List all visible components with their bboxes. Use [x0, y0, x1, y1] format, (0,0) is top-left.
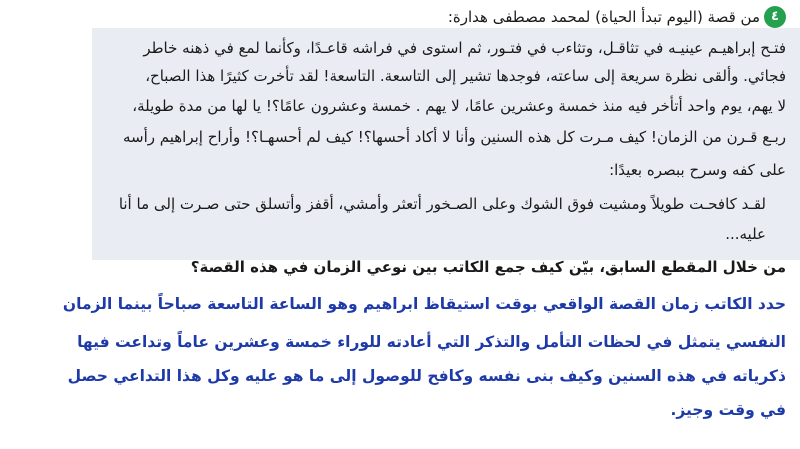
passage-line: على كفه وسرح ببصره بعيدًا:: [609, 161, 786, 179]
answer-line: النفسي يتمثل في لحظات التأمل والتذكر التي أعادته للوراء خمسة وعشرين عاماً وتداعت فيها: [77, 333, 786, 351]
story-heading: من قصة (اليوم تبدأ الحياة) لمحمد مصطفى هدارة:: [447, 8, 760, 26]
passage-line: فجائي. وألقى نظرة سريعة إلى ساعته، فوجدها تشير إلى التاسعة. التاسعة! لقد تأخرت كثيرًا هذا الصباح،: [145, 67, 786, 85]
answer-line: حدد الكاتب زمان القصة الواقعي بوقت استيقاظ ابراهيم وهو الساعة التاسعة صباحاً بينما الزمان: [62, 295, 786, 313]
question-number-badge: ٤: [764, 6, 786, 28]
passage-line: لا يهم، يوم واحد أتأخر فيه منذ خمسة وعشرين عامًا، لا يهم . خمسة وعشرون عامًا؟! يا لها من مدة طويلة،: [132, 97, 786, 115]
question-prompt: من خلال المقطع السابق، بيّن كيف جمع الكاتب بين نوعي الزمان في هذه القصة؟: [190, 258, 786, 276]
quote-line: لقـد كافحـت طويلاً ومشيت فوق الشوك وعلى الصـخور أتعثر وأمشي، أقفز وأتسلق حتى صـرت إلى ما أنا: [118, 195, 766, 213]
quote-line: عليه...: [725, 225, 766, 243]
passage-line: ربـع قـرن من الزمان! كيف مـرت كل هذه السنين وأنا لا أكاد أحسها؟! كيف لم أحسهـا؟! وأراح إبراهيم رأسه: [122, 128, 786, 146]
passage-line: فتـح إبراهيـم عينيـه في تثاقـل، وتثاءب في فتـور، ثم استوى في فراشه قاعـدًا، وكأنما لمع في ذهنه خاطر: [143, 39, 786, 57]
answer-line: في وقت وجيز.: [670, 401, 786, 419]
answer-line: ذكرياته في هذه السنين وكيف بنى نفسه وكافح للوصول إلى ما هو عليه وكل هذا التداعي حصل: [67, 367, 786, 385]
